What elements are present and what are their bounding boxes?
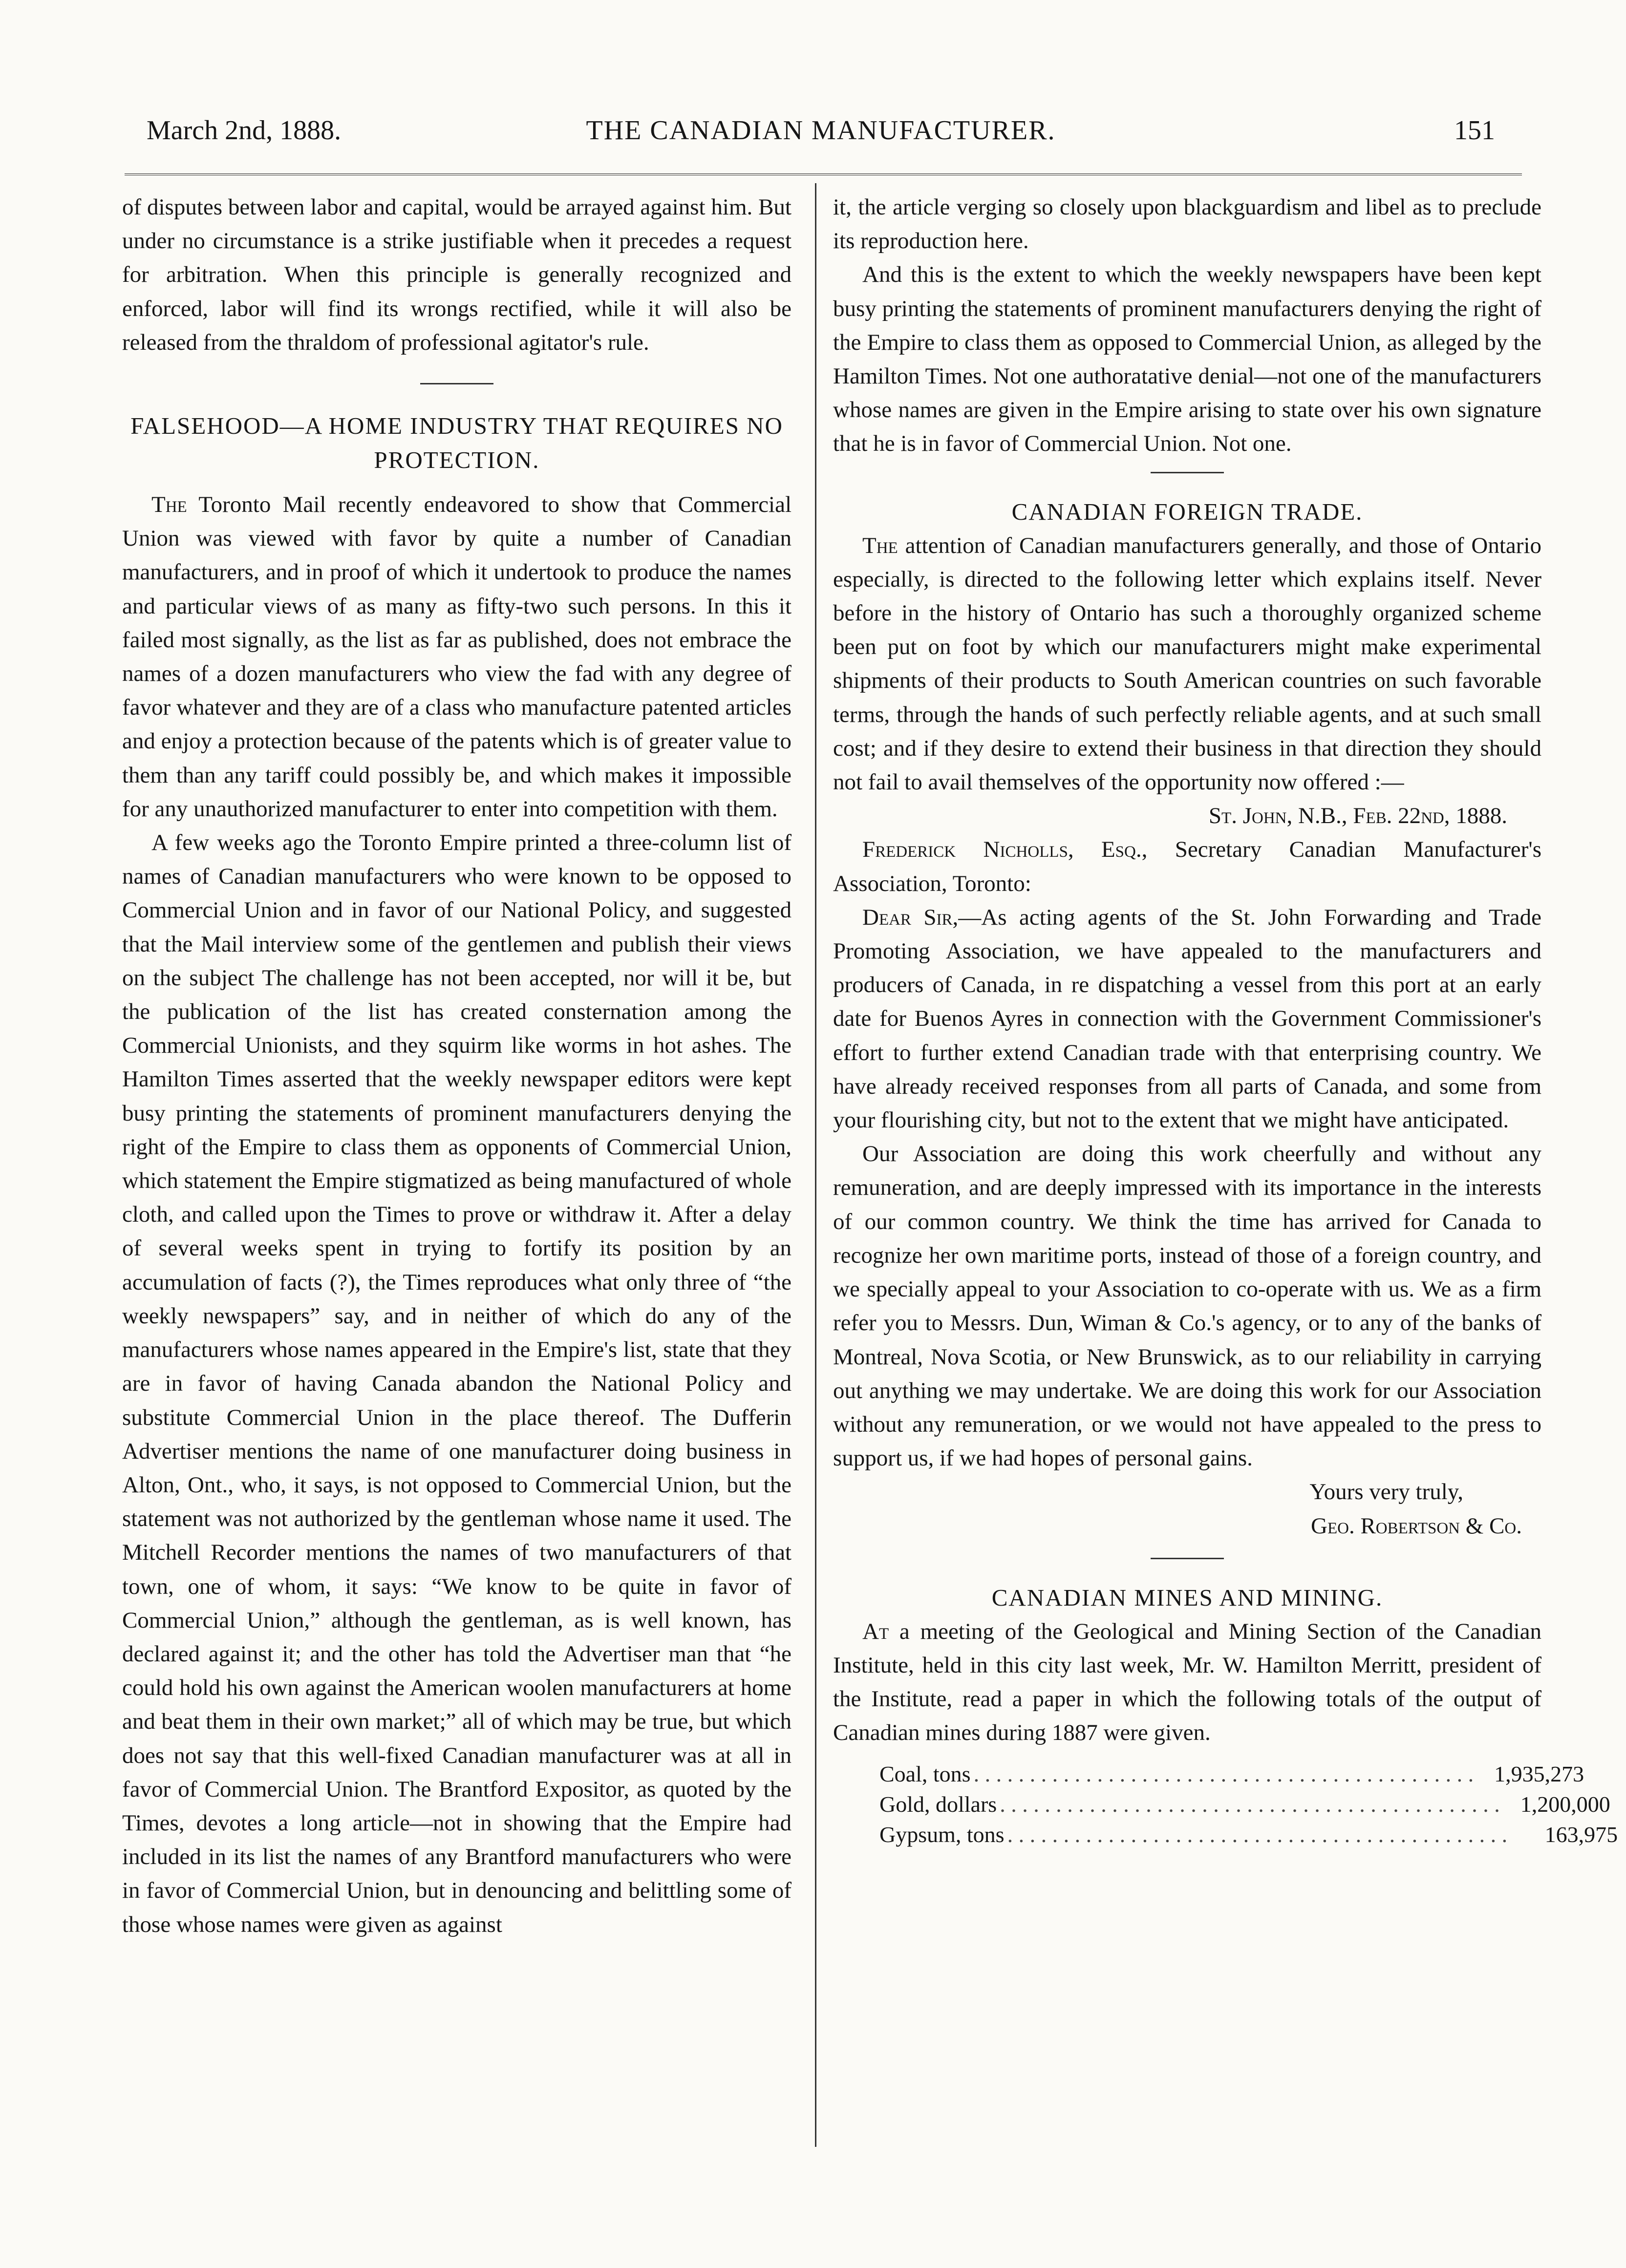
publication-title: THE CANADIAN MANUFACTURER.: [586, 115, 1056, 146]
table-row-value: 163,975: [1544, 1822, 1618, 1847]
article-paragraph: [122, 488, 792, 826]
addressee-detail: Secretary Canadian Manufacturer's Association, Toronto:: [833, 837, 1542, 896]
addressee-name: Frederick Nicholls, Esq.,: [862, 837, 1148, 863]
table-row-value: 1,935,273: [1494, 1761, 1584, 1786]
paragraph-text: attention of Canadian manufacturers generally, and those of Ontario especially, is directed to the following letter which explains itself. Never before in the history of Ontario has such a thoroughly organized scheme been put on foot by which our manufacturers might make experimental shipments of their products to South American countries on such favorable terms, through the hands of such perfectly reliable agents, and at such small cost; and if they desire to extend their business in that direction they should not fail to avail themselves of the opportunity now offered :—: [833, 532, 1542, 795]
letter-dateline: St. John, N.B., Feb. 22nd, 1888.: [1208, 803, 1507, 829]
letter-addressee: [833, 833, 1541, 900]
mines-output-table: [879, 1759, 1618, 1850]
table-row-label: Gypsum, tons: [879, 1822, 1005, 1847]
table-row-value: 1,200,000: [1520, 1791, 1610, 1817]
table-row: [879, 1759, 1584, 1789]
lead-word: The: [151, 492, 187, 518]
dot-leader: . . . . . . . . . . . . . . . . . . . . . . . . . . . . . . . . . . . . . . . . . . . . .: [1000, 1791, 1500, 1817]
article-paragraph: [833, 529, 1541, 800]
letter-closing: Yours very truly,: [1309, 1479, 1463, 1505]
left-column: [122, 191, 792, 1942]
paragraph-text: a meeting of the Geological and Mining Section of the Canadian Institute, held in this city last week, Mr. W. Hamilton Merritt, president of the Institute, read a paper in which the following totals of the output of Canadian mines during 1887 were given.: [833, 1618, 1541, 1746]
article-paragraph: And this is the extent to which the weekly newspapers have been kept busy printing the statements of prominent manufacturers denying the right of the Empire to class them as opposed to Commercial Union, as alleged by the Hamilton Times. Not one authoratative denial—not one of the manufacturers whose names are given in the Empire arising to state over his own signature that he is in favor of Commercial Union. Not one.: [833, 262, 1541, 457]
salutation: Dear Sir,: [862, 904, 959, 930]
page-header: [147, 110, 1495, 154]
article-heading-mines: CANADIAN MINES AND MINING.: [991, 1584, 1383, 1611]
table-row-label: Coal, tons: [879, 1761, 971, 1786]
header-rule: [125, 173, 1522, 175]
article-paragraph: A few weeks ago the Toronto Empire printed a three-column list of names of Canadian manufacturers who were known to be opposed to Commercial Union and in favor of our National Policy, and suggested that the Mail interview some of the gentlemen and publish their views on the subject The challenge has not been accepted, nor will it be, but the publication of the list has created consternation among the Commercial Unionists, and they squirm like worms in hot ashes. The Hamilton Times asserted that the weekly newspaper editors were kept busy printing the statements of prominent manufacturers denying the right of the Empire to class them as opponents of Commercial Union, which statement the Empire stigmatized as being manufactured of whole cloth, and called upon the Times to prove or withdraw it. After a delay of several weeks spent in trying to fortify its position by an accumulation of facts (?), the Times reproduces what only three of “the weekly newspapers” say, and in neither of which do any of the manufacturers whose names appeared in the Empire's list, state that they are in favor of having Canada abandon the National Policy and substitute Commercial Union in the place thereof. The Dufferin Advertiser mentions the name of one manufacturer doing business in Alton, Ont., who, it says, is not opposed to Commercial Union, but the statement was not authorized by the gentleman whose name it used. The Mitchell Recorder mentions the names of two manufacturers of that town, one of whom, it says: “We know to be quite in favor of Commercial Union,” although the gentleman, as is well known, has declared against it; and the other has told the Advertiser man that “he could hold his own against the American woolen manufacturers at home and beat them in their own market;” all of which may be true, but which does not say that this well-fixed Canadian manufacturer was at all in favor of Commercial Union. The Brantford Expositor, as quoted by the Times, devotes a long article—not in showing that the Empire had included in its list the names of any Brantford manufacturers who were in favor of Commercial Union, but in denouncing and belittling some of those whose names were given as against: [122, 830, 792, 1937]
lead-word: The: [862, 532, 898, 558]
table-row-label: Gold, dollars: [879, 1791, 997, 1817]
page-number: 151: [1454, 115, 1495, 146]
paragraph-text: —As acting agents of the St. John Forwarding and Trade Promoting Association, we have appealed to the manufacturers and producers of Canada, in re dispatching a vessel from this port at an early date for Buenos Ayres in connection with the Government Commissioner's effort to further extend Canadian trade with that enterprising country. We have already received responses from all parts of Canada, and some from your flourishing city, but not to the extent that we might have anticipated.: [833, 904, 1541, 1133]
paragraph-text: Toronto Mail recently endeavored to show that Commercial Union was viewed with favor by quite a number of Canadian manufacturers, and in proof of which it undertook to produce the names and particular views of as many as fifty-two such persons. In this it failed most signally, as the list as far as published, does not embrace the names of a dozen manufacturers who view the fad with any degree of favor whatever and they are of a class who manufacture patented articles and enjoy a protection because of the patents which is of greater value to them than any tariff could possibly be, and which makes it impossible for any unauthorized manufacturer to enter into competition with them.: [122, 492, 792, 822]
letter-paragraph: [833, 901, 1541, 1137]
column-divider: [815, 183, 816, 2147]
right-column: [833, 191, 1618, 1850]
letter-signature: Geo. Robertson & Co.: [1311, 1513, 1522, 1539]
continued-paragraph: it, the article verging so closely upon blackguardism and libel as to preclude its reproduction here.: [833, 194, 1541, 254]
issue-date: March 2nd, 1888.: [147, 115, 342, 146]
lead-word: At: [862, 1618, 889, 1644]
continued-paragraph: of disputes between labor and capital, would be arrayed against him. But under no circumstance is a strike justifiable when it precedes a request for arbitration. When this principle is generally recognized and enforced, labor will find its wrongs rectified, while it will also be released from the thraldom of professional agitator's rule.: [122, 194, 792, 355]
dot-leader: . . . . . . . . . . . . . . . . . . . . . . . . . . . . . . . . . . . . . . . . . . . . .: [1007, 1822, 1508, 1847]
dot-leader: . . . . . . . . . . . . . . . . . . . . . . . . . . . . . . . . . . . . . . . . . . . . .: [973, 1761, 1474, 1786]
article-heading-foreign-trade: CANADIAN FOREIGN TRADE.: [1011, 498, 1363, 525]
article-paragraph: [833, 1615, 1541, 1750]
letter-paragraph: Our Association are doing this work cheerfully and without any remuneration, and are deeply impressed with its importance in the interests of our common country. We think the time has arrived for Canada to recognize her own maritime ports, instead of those of a foreign country, and we specially appeal to your Association to co-operate with us. We as a firm refer you to Messrs. Dun, Wiman & Co.'s agency, or to any of the banks of Montreal, Nova Scotia, or New Brunswick, as to our reliability in carrying out anything we may undertake. We are doing this work for our Association without any remuneration, or we would not have appealed to the press to support us, if we had hopes of personal gains.: [833, 1141, 1541, 1471]
article-heading-falsehood: FALSEHOOD—A HOME INDUSTRY THAT REQUIRES NO PROTECTION.: [130, 412, 783, 474]
table-row: [879, 1789, 1610, 1820]
table-row: [879, 1820, 1618, 1850]
